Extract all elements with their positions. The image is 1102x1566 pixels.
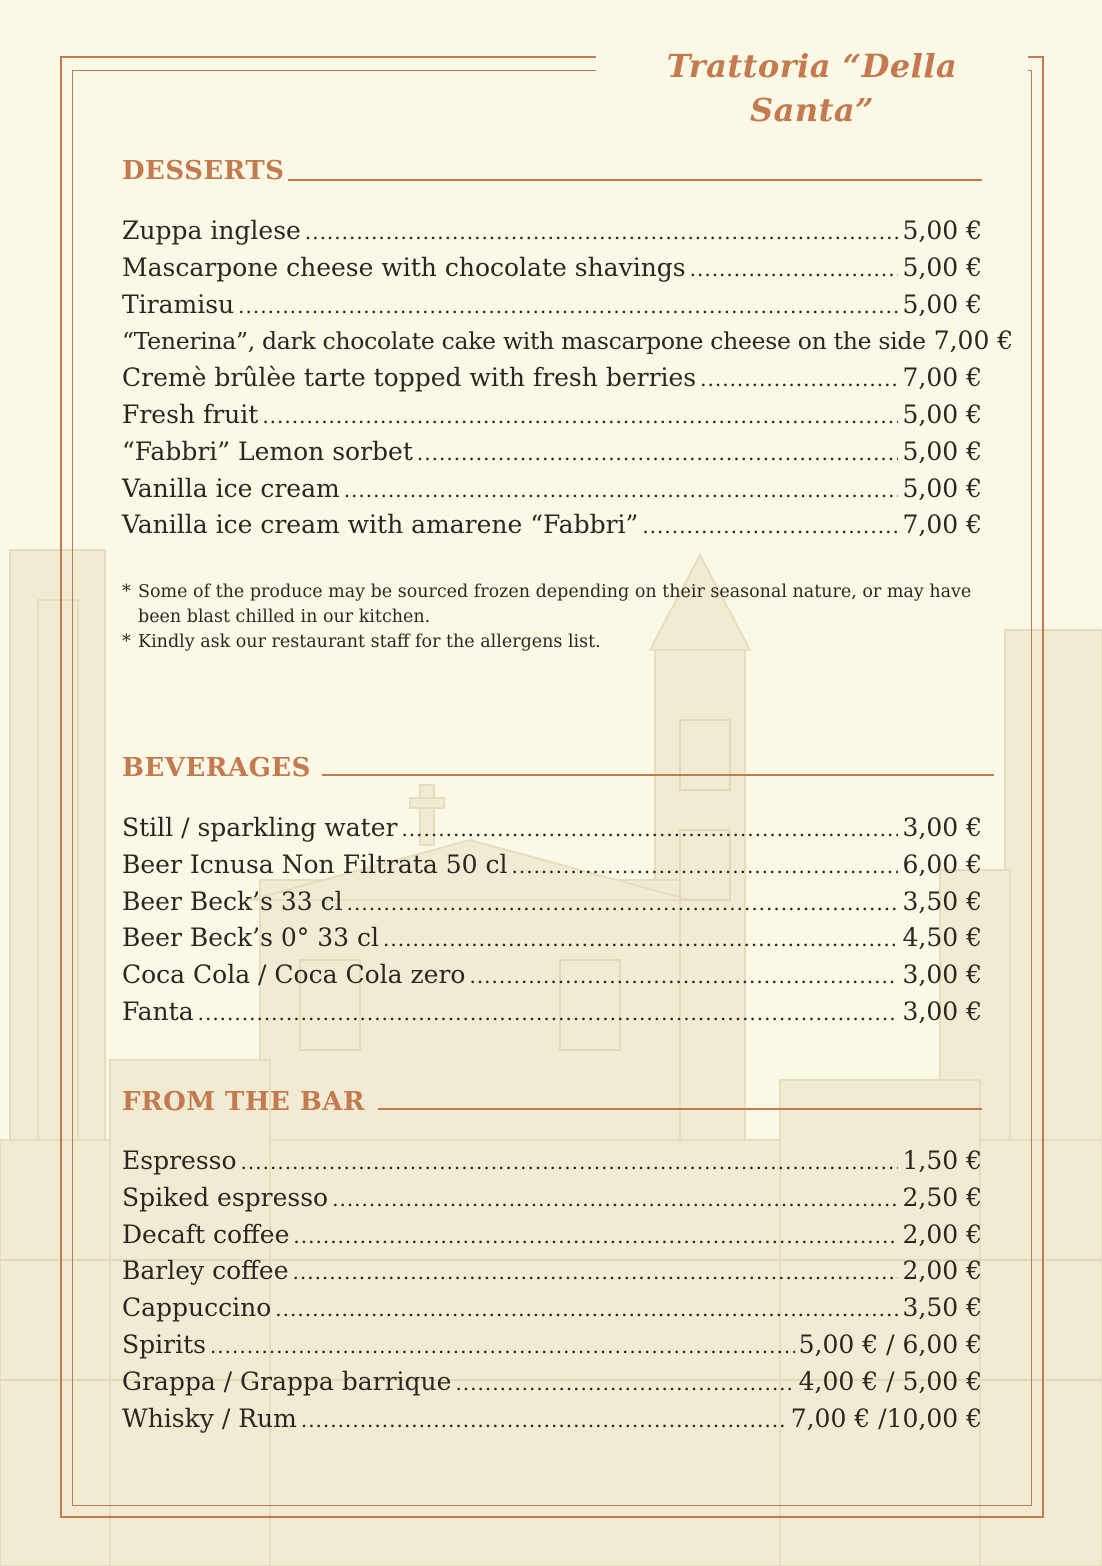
desserts-list: [122, 213, 1014, 544]
asterisk-icon: *: [122, 632, 131, 652]
menu-item: Tiramisu ..... 5,00 €: [122, 287, 982, 324]
menu-item: Vanilla ice cream ..... 5,00 €: [122, 471, 982, 508]
menu-item: Whisky / Rum ..... 7,00 € /10,00 €: [122, 1401, 982, 1438]
desserts-rule: [288, 179, 982, 181]
asterisk-icon: *: [122, 582, 131, 602]
beverages-list: [122, 810, 982, 1031]
footnotes: [122, 580, 992, 655]
menu-item: Coca Cola / Coca Cola zero ..... 3,00 €: [122, 957, 982, 994]
menu-item: Fresh fruit ..... 5,00 €: [122, 397, 982, 434]
desserts-heading: DESSERTS: [122, 156, 285, 186]
menu-item: Fanta ..... 3,00 €: [122, 994, 982, 1031]
menu-item: Zuppa inglese ..... 5,00 €: [122, 213, 982, 250]
menu-item: Spiked espresso ..... 2,50 €: [122, 1180, 982, 1217]
bar-heading: FROM THE BAR: [122, 1087, 366, 1117]
menu-item: Beer Icnusa Non Filtrata 50 cl ..... 6,00 €: [122, 847, 982, 884]
footnote: * Some of the produce may be sourced frozen depending on their seasonal nature, or may have been blast chilled in our kitchen.: [122, 582, 972, 627]
menu-item: Spirits ..... 5,00 € / 6,00 €: [122, 1327, 982, 1364]
beverages-rule: [322, 774, 994, 776]
menu-item: Espresso ..... 1,50 €: [122, 1143, 982, 1180]
bar-list: [122, 1143, 982, 1437]
menu-item: Decaft coffee ..... 2,00 €: [122, 1217, 982, 1254]
menu-item: Grappa / Grappa barrique ..... 4,00 € / 5,00 €: [122, 1364, 982, 1401]
menu-item: “Fabbri” Lemon sorbet ..... 5,00 €: [122, 434, 982, 471]
beverages-heading: BEVERAGES: [122, 753, 311, 783]
bar-rule: [378, 1108, 982, 1110]
menu-item: Beer Beck’s 33 cl ..... 3,50 €: [122, 884, 982, 921]
menu-item: Still / sparkling water ..... 3,00 €: [122, 810, 982, 847]
footnote: * Kindly ask our restaurant staff for the allergens list.: [122, 630, 992, 655]
menu-item: Mascarpone cheese with chocolate shavings ..... 5,00 €: [122, 250, 982, 287]
menu-item: Cappuccino ..... 3,50 €: [122, 1290, 982, 1327]
menu-item: “Tenerina”, dark chocolate cake with mascarpone cheese on the side 7,00 €: [122, 326, 1014, 356]
restaurant-title: Trattoria “Della Santa”: [666, 47, 958, 129]
menu-item: Cremè brûlèe tarte topped with fresh berries ..... 7,00 €: [122, 360, 982, 397]
menu-item: Beer Beck’s 0° 33 cl ..... 4,50 €: [122, 920, 982, 957]
menu-item: Barley coffee ..... 2,00 €: [122, 1253, 982, 1290]
menu-item: Vanilla ice cream with amarene “Fabbri” ..... 7,00 €: [122, 507, 982, 544]
